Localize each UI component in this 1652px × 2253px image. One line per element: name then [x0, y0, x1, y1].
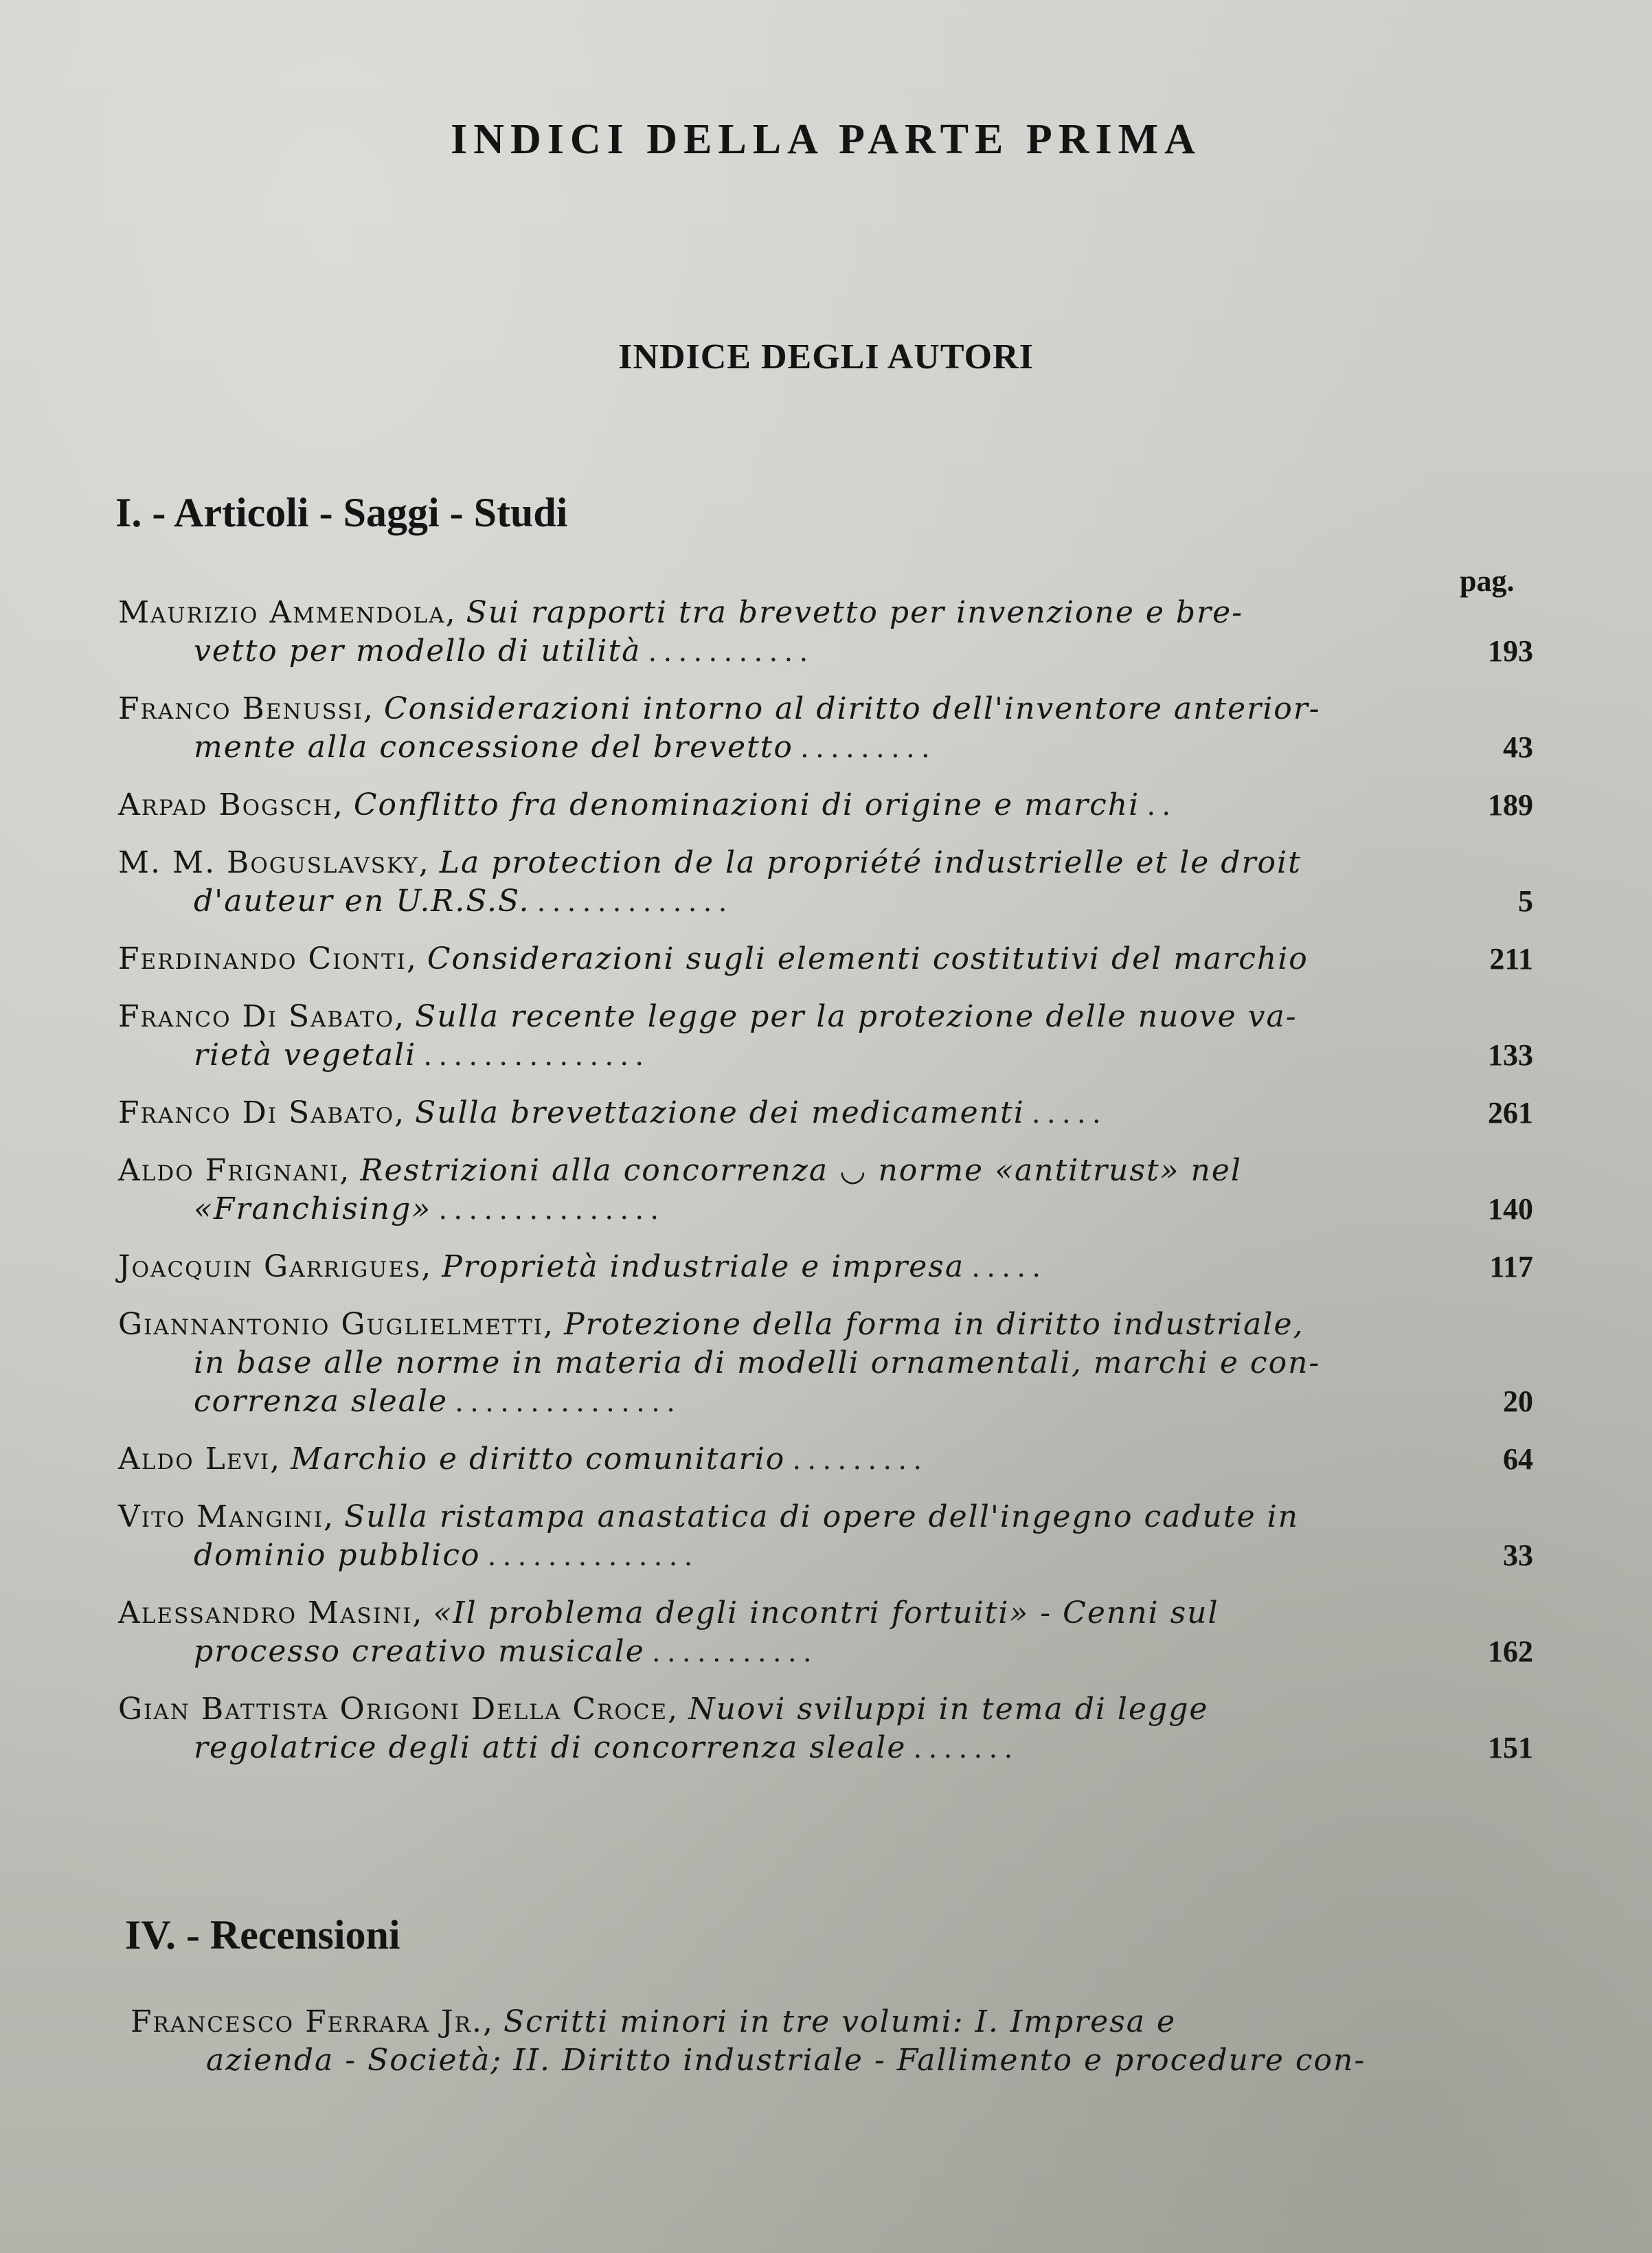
entry-text: [118, 594, 1420, 632]
entry-text: [118, 1690, 1420, 1729]
index-entry: [118, 940, 1533, 978]
entry-title-cont: rietà vegetali: [194, 1038, 417, 1073]
entry-title: Sulla ristampa anastatica di opere dell'ingegno cadute in: [344, 1499, 1300, 1534]
index-entry: [118, 1440, 1533, 1479]
index-entry: [118, 1305, 1533, 1421]
dot-leader: . . . . . . . . .: [793, 730, 929, 764]
entry-page-number: 151: [1488, 1731, 1533, 1764]
entry-title: Sulla recente legge per la protezione delle nuove va-: [415, 999, 1298, 1034]
dot-leader: . . . . . . . . .: [785, 1442, 922, 1476]
index-entry: [118, 1152, 1533, 1229]
entry-page-number: 133: [1488, 1038, 1533, 1072]
entry-continuation: [118, 1536, 1533, 1575]
entry-continuation: [118, 882, 1533, 921]
dot-leader: . . . . . . . . . . . . .: [530, 884, 727, 918]
index-entry: [118, 1094, 1533, 1132]
entry-continuation: [118, 1190, 1533, 1229]
entry-author: Maurizio Ammendola,: [118, 595, 457, 630]
entry-continuation: [118, 1344, 1533, 1382]
entry-text: [118, 786, 1420, 825]
entry-text: [118, 1094, 1420, 1132]
author-index-list: [118, 594, 1533, 1786]
main-title: INDICI DELLA PARTE PRIMA: [451, 116, 1201, 163]
dot-leader: . . . . . . . . . . . . . . .: [416, 1038, 644, 1072]
entry-continuation: [118, 1729, 1533, 1767]
entry-text: [118, 998, 1420, 1036]
entry-title: La protection de la propriété industrielle et le droit: [439, 845, 1302, 880]
review-entry: [131, 2003, 1432, 2080]
entry-author: Franco Benussi,: [118, 691, 374, 726]
entry-continuation: [118, 728, 1533, 767]
entry-title: Protezione della forma in diritto industriale,: [564, 1307, 1304, 1342]
entry-title: Proprietà industriale e impresa: [442, 1249, 965, 1284]
entry-title: Sulla brevettazione dei medicamenti: [415, 1095, 1025, 1130]
entry-page-number: 20: [1503, 1385, 1533, 1418]
entry-title-cont: vetto per modello di utilità: [194, 634, 642, 669]
entry-continuation: [118, 632, 1533, 671]
sub-title: INDICE DEGLI AUTORI: [618, 337, 1034, 377]
entry-title-cont: correnza sleale: [194, 1384, 449, 1419]
dot-leader: . . . . . . . . . . . . . . .: [431, 1192, 659, 1226]
entry-continuation: [131, 2041, 1432, 2080]
entry-text: [118, 1594, 1420, 1633]
entry-text: [118, 1440, 1420, 1479]
entry-text: [118, 1498, 1420, 1536]
entry-page-number: 193: [1488, 634, 1533, 668]
entry-title: «Il problema degli incontri fortuiti» - Cenni sul: [433, 1595, 1219, 1630]
entry-author: Alessandro Masini,: [118, 1595, 424, 1630]
section-heading-articoli: I. - Articoli - Saggi - Studi: [115, 490, 568, 535]
entry-author: Franco Di Sabato,: [118, 1095, 406, 1130]
entry-author: Aldo Frignani,: [118, 1153, 351, 1188]
index-entry: [118, 1248, 1533, 1286]
entry-page-number: 43: [1503, 730, 1533, 764]
dot-leader: . .: [1140, 788, 1170, 822]
index-entry: [118, 1498, 1533, 1575]
entry-page-number: 189: [1488, 788, 1533, 822]
dot-leader: . . . . .: [964, 1250, 1041, 1284]
index-entry: [118, 690, 1533, 767]
entry-title-cont: azienda - Società; II. Diritto industriale - Fallimento e procedure con-: [206, 2043, 1366, 2078]
entry-title-cont: dominio pubblico: [194, 1538, 481, 1573]
dot-leader: . . . . . . .: [906, 1731, 1012, 1764]
index-entry: [118, 594, 1533, 671]
entry-continuation: [118, 1633, 1533, 1671]
entry-title: Marchio e diritto comunitario: [291, 1442, 786, 1477]
section-heading-recensioni: IV. - Recensioni: [125, 1912, 400, 1958]
entry-author: Gian Battista Origoni Della Croce,: [118, 1692, 679, 1727]
entry-page-number: 140: [1488, 1192, 1533, 1226]
entry-author: Franco Di Sabato,: [118, 999, 406, 1034]
entry-continuation: [118, 1382, 1533, 1421]
entry-title-cont: regolatrice degli atti di concorrenza sleale: [194, 1730, 907, 1765]
entry-title-cont: in base alle norme in materia di modelli ornamentali, marchi e con-: [194, 1345, 1321, 1380]
entry-text: [118, 1152, 1420, 1190]
entry-text: [118, 690, 1420, 728]
entry-page-number: 117: [1489, 1250, 1533, 1284]
page-column-label: pag.: [1460, 564, 1515, 598]
entry-continuation: [118, 1036, 1533, 1075]
dot-leader: . . . . . . . . . . . . . . .: [448, 1385, 675, 1418]
entry-author: M. M. Boguslavsky,: [118, 845, 430, 880]
index-entry: [118, 844, 1533, 921]
entry-page-number: 162: [1488, 1635, 1533, 1668]
entry-page-number: 33: [1503, 1538, 1533, 1572]
entry-title: Restrizioni alla concorrenza ◡ norme «antitrust» nel: [360, 1153, 1242, 1188]
index-entry: [118, 786, 1533, 825]
entry-title-cont: processo creativo musicale: [194, 1634, 645, 1669]
entry-title: Considerazioni intorno al diritto dell'inventore anterior-: [383, 691, 1321, 726]
entry-author: Francesco Ferrara Jr.,: [131, 2004, 494, 2039]
entry-title: Sui rapporti tra brevetto per invenzione e bre-: [466, 595, 1244, 630]
entry-title-cont: d'auteur en U.R.S.S.: [194, 884, 530, 919]
entry-page-number: 261: [1488, 1096, 1533, 1130]
entry-title-cont: «Franchising»: [194, 1191, 432, 1226]
entry-text: [118, 844, 1420, 882]
entry-author: Giannantonio Guglielmetti,: [118, 1307, 555, 1342]
entry-text: [131, 2003, 1432, 2041]
entry-text: [118, 1305, 1420, 1344]
dot-leader: . . . . . . . . . . . . . .: [480, 1538, 692, 1572]
index-entry: [118, 1690, 1533, 1767]
entry-page-number: 64: [1503, 1442, 1533, 1476]
entry-page-number: 5: [1518, 884, 1533, 918]
entry-author: Vito Mangini,: [118, 1499, 335, 1534]
entry-title: Conflitto fra denominazioni di origine e marchi: [353, 787, 1140, 822]
entry-title-cont: mente alla concessione del brevetto: [194, 730, 793, 765]
entry-title: Scritti minori in tre volumi: I. Impresa e: [503, 2004, 1177, 2039]
entry-author: Arpad Bogsch,: [118, 787, 344, 822]
dot-leader: . . . . .: [1024, 1096, 1100, 1130]
entry-text: [118, 1248, 1420, 1286]
entry-title: Nuovi sviluppi in tema di legge: [688, 1692, 1209, 1727]
index-entry: [118, 1594, 1533, 1671]
dot-leader: . . . . . . . . . . .: [641, 634, 808, 668]
index-entry: [118, 998, 1533, 1075]
entry-text: [118, 940, 1420, 978]
entry-title: Considerazioni sugli elementi costitutivi del marchio: [427, 941, 1309, 976]
entry-author: Aldo Levi,: [118, 1442, 282, 1477]
entry-page-number: 211: [1489, 942, 1533, 976]
dot-leader: . . . . . . . . . . .: [644, 1635, 811, 1668]
entry-author: Ferdinando Cionti,: [118, 941, 418, 976]
entry-author: Joacquin Garrigues,: [118, 1249, 433, 1284]
